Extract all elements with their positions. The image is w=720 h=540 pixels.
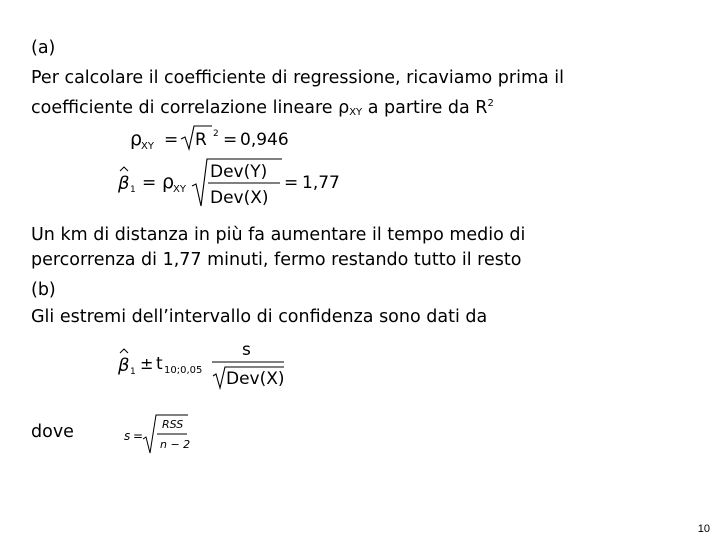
beta-rho-subscript: XY bbox=[173, 184, 186, 195]
part-b-label: (b) bbox=[31, 280, 56, 300]
s-letter: s bbox=[124, 429, 131, 443]
page-number: 10 bbox=[697, 523, 710, 535]
beta-symbol: β bbox=[118, 173, 130, 194]
beta-value: 1,77 bbox=[302, 173, 340, 193]
s-equals: = bbox=[133, 429, 144, 443]
intro-text-before: coefficiente di correlazione lineare ρ bbox=[31, 98, 350, 118]
formula-s bbox=[120, 412, 200, 462]
intro-r-superscript: 2 bbox=[487, 98, 494, 109]
beta-rho-symbol: ρ bbox=[162, 171, 175, 193]
dove-label: dove bbox=[31, 422, 74, 442]
rho-symbol: ρ bbox=[130, 128, 143, 150]
beta-hat bbox=[120, 167, 128, 171]
interpretation-line2: percorrenza di 1,77 minuti, fermo restando tutto il resto bbox=[31, 250, 522, 270]
formula-rho bbox=[128, 122, 289, 158]
part-a-intro-line2 bbox=[31, 91, 494, 125]
r-exponent: 2 bbox=[213, 129, 219, 139]
beta-denominator: Dev(X) bbox=[210, 188, 269, 208]
ci-beta-subscript: 1 bbox=[130, 367, 136, 377]
intro-rho-subscript: XY bbox=[349, 107, 363, 118]
s-numerator: RSS bbox=[162, 418, 184, 431]
beta-equals-1: = bbox=[142, 173, 157, 193]
part-a-label: (a) bbox=[31, 38, 56, 58]
part-a-intro-line1: Per calcolare il coefficiente di regressione, ricaviamo prima il bbox=[31, 68, 565, 88]
beta-equals-2: = bbox=[284, 173, 299, 193]
beta-numerator: Dev(Y) bbox=[210, 162, 268, 182]
r-letter: R bbox=[195, 130, 207, 150]
ci-beta-symbol: β bbox=[118, 355, 130, 376]
beta-subscript: 1 bbox=[130, 185, 136, 195]
ci-beta-hat bbox=[120, 349, 128, 353]
rho-equals-2: = bbox=[223, 130, 238, 150]
rho-subscript: XY bbox=[141, 141, 154, 152]
ci-t-letter: t bbox=[156, 354, 163, 374]
interpretation-line1: Un km di distanza in più fa aumentare il tempo medio di bbox=[31, 225, 526, 245]
rho-equals-1: = bbox=[164, 130, 179, 150]
intro-text-mid: a partire da R bbox=[362, 98, 488, 118]
rho-value: 0,946 bbox=[240, 130, 289, 150]
formula-beta bbox=[112, 156, 352, 216]
s-denominator: n − 2 bbox=[160, 438, 191, 451]
ci-plus-minus: ± bbox=[140, 354, 154, 373]
formula-ci bbox=[116, 338, 296, 396]
part-b-text: Gli estremi dell’intervallo di confidenza sono dati da bbox=[31, 307, 488, 327]
ci-t-subscript: 10;0,05 bbox=[164, 365, 203, 376]
ci-denominator: Dev(X) bbox=[226, 369, 285, 389]
ci-numerator: s bbox=[242, 340, 251, 360]
